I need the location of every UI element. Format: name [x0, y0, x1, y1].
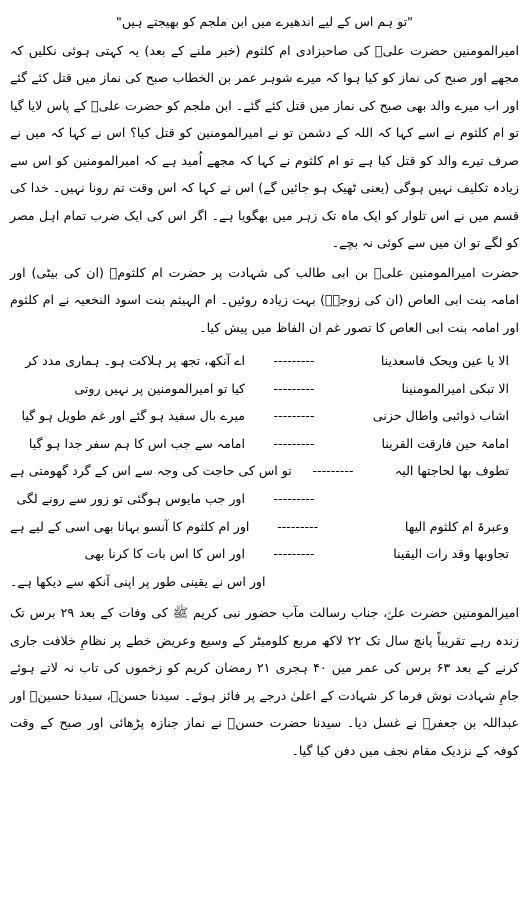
verse-dashes: --------- [312, 463, 354, 479]
verse-arabic: امامۃ حین فارقت القرینا [381, 435, 509, 451]
poem-verse [10, 430, 519, 458]
verse-dashes: --------- [277, 518, 319, 534]
verse-dashes: --------- [273, 546, 315, 562]
paragraph-1: امیرالمومنین حضرت علیؑ کی صاحبزادی ام کلثوم (خبر ملنے کے بعد) یہ کہتی ہوئی نکلیں کہ مجھے اور صبح کی نماز کو کیا ہوا کہ میرے شوہر عمر بن الخطاب صبح کی نماز میں قتل کئے گئے اور اب میرے والد بھی صبح کی نماز میں قتل کئے گئے۔ ابن ملجم کو حضرت علیؑ کے پاس لایا گیا تو ام کلثوم نے اسے کہا کہ اللہ کے دشمن تو نے امیرالمومنین کو قتل کیا؟ اس نے کہا کہ میں نے صرف تیرے والد کو قتل کیا ہے تو ام کلثوم نے کہا کہ مجھے اُمید ہے کہ امیرالمومنین کو اس سے زیادہ تکلیف نہیں ہوگی (یعنی ٹھیک ہو جائیں گے) اس نے کہا کہ اس وقت تم رونا نہیں۔ خدا کی قسم میں نے اس تلوار کو ایک ماہ تک زہر میں بھگویا ہے۔ اگر اس کی ایک ضرب تمام اہل مصر کو لگے تو ان میں سے کوئی نہ بچے۔ [10, 42, 519, 250]
verse-urdu: کیا تو امیرالمومنین پر نہیں روتی [74, 380, 245, 396]
poem-verse [10, 540, 519, 568]
poem-verse [10, 513, 519, 541]
paragraph-3: امیرالمومنین حضرت علیؑ، جناب رسالت مآب حضور نبی کریم ﷺ کی وفات کے بعد ۲۹ برس تک زندہ رہے تقریباً پانچ سال تک ۲۲ لاکھ مربع کلومیٹر کے وسیع وعریض خطے پر نظامِ خلافت جاری کرنے کے بعد ۶۳ برس کی عمر میں ۴۰ ہجری ۲۱ رمضان کریم کو زخموں کی تاب نہ لاتے ہوئے جامِ شہادت نوش فرما کر شہادت کے اعلیٰ درجے پر فائز ہوئے۔ سیدنا حسنؓ، سیدنا حسینؓ اور عبداللہ بن جعفرؓ نے غسل دیا۔ سیدنا حضرت حسنؓ نے نماز جنازہ پڑھائی اور صبح کے وقت کوفہ کے نزدیک مقام نجف میں دفن کیا گیا۔ [10, 605, 520, 758]
verse-urdu: اور ام کلثوم کا آنسو بہانا بھی اسی کے لیے ہے [10, 518, 250, 534]
verse-arabic: اشاب ذوائبی واطال حزنی [372, 408, 509, 424]
verse-urdu: اور جب مایوس ہوگئی تو زور سے رونے لگی [16, 491, 245, 507]
paragraph-2: حضرت امیرالمومنین علیؑ بن ابی طالب کی شہادت پر حضرت ام کلثومؑ (ان کی بیٹی) اور امامہ بنت ابی العاص (ان کی زوجہؓ) بہت زیادہ روئیں۔ ام الہیثم بنت اسود النخعیہ نے ام کلثوم اور امامہ بنت ابی العاص کا تصور غم ان الفاظ میں پیش کیا۔ [10, 264, 519, 335]
verse-arabic: وعبرۃ ام کلثوم الیھا [404, 518, 509, 534]
verse-arabic: تجاوبھا وقد رات الیقینا [393, 546, 509, 562]
poem-verse [10, 457, 519, 485]
poem-verse [10, 568, 519, 596]
poem-verse [10, 485, 519, 513]
poem-verse [10, 375, 519, 403]
verse-arabic: تطوف بھا لحاجتھا الیہ [394, 463, 509, 479]
verse-dashes: --------- [273, 491, 315, 507]
elegy-poem [10, 347, 519, 595]
verse-urdu: تو اس کی حاجت کی وجہ سے اس کے گرد گھومتی ہے [10, 463, 292, 479]
verse-arabic: الا تبکی امیرالمومنینا [401, 380, 509, 396]
poem-verse [10, 347, 519, 375]
verse-urdu: امامہ سے جب اس کا ہم سفر جدا ہو گیا [28, 435, 245, 451]
verse-arabic: الا یا عین ویحک فاسعدینا [380, 353, 509, 369]
verse-urdu: اور اس نے یقینی طور پر اپنی آنکھ سے دیکھا ہے۔ [10, 573, 266, 589]
verse-dashes: --------- [273, 435, 315, 451]
verse-urdu: اے آنکھ، تجھ پر ہلاکت ہو۔ ہماری مدد کر [25, 353, 245, 369]
page-title: "تو ہم اس کے لیے اندھیرے میں ابن ملجم کو بھیجتے ہیں" [116, 14, 413, 29]
poem-verse [10, 402, 519, 430]
verse-urdu: اور اس کا اس بات کا کرنا بھی [84, 546, 245, 562]
verse-dashes: --------- [273, 380, 315, 396]
verse-urdu: میرے بال سفید ہو گئے اور غم طویل ہو گیا [21, 408, 245, 424]
verse-dashes: --------- [273, 408, 315, 424]
verse-dashes: --------- [273, 353, 315, 369]
